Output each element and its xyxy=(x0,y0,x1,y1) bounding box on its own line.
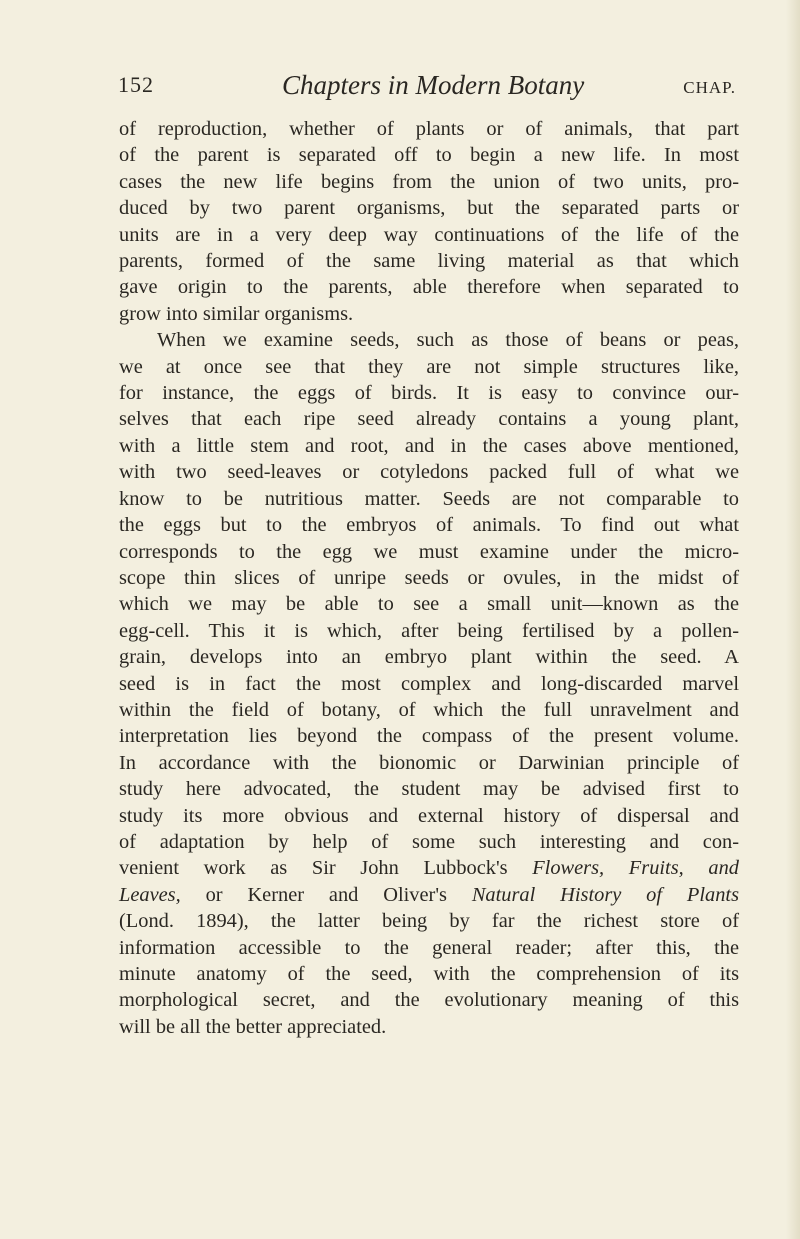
paragraph-2 xyxy=(119,327,739,1040)
text-line: the eggs but to the embryos of animals. To find out what xyxy=(119,514,739,537)
text-line: In accordance with the bionomic or Darwinian principle of xyxy=(119,751,739,774)
body-text xyxy=(119,116,739,1040)
text-line: cases the new life begins from the union of two units, pro- xyxy=(119,170,739,193)
paragraph-1 xyxy=(119,116,739,327)
text-line: know to be nutritious matter. Seeds are not comparable to xyxy=(119,487,739,510)
text-line: study its more obvious and external history of dispersal and xyxy=(119,804,739,827)
text-line: grow into similar organisms. xyxy=(119,302,354,325)
running-header xyxy=(118,70,738,110)
text-line: morphological secret, and the evolutionary meaning of this xyxy=(119,989,739,1012)
book-title: Natural History of Plants xyxy=(471,883,740,906)
text-line: selves that each ripe seed already contains a young plant, xyxy=(119,408,739,431)
text-line: (Lond. 1894), the latter being by far the richest store of xyxy=(119,910,739,933)
text-fragment: or Kerner and Oliver's xyxy=(180,883,472,906)
text-line: interpretation lies beyond the compass of the present volume. xyxy=(119,725,739,748)
text-line: will be all the better appreciated. xyxy=(119,1015,387,1038)
text-line: with two seed-leaves or cotyledons packed full of what we xyxy=(119,461,739,484)
text-line: parents, formed of the same living material as that which xyxy=(119,250,739,273)
text-line: scope thin slices of unripe seeds or ovules, in the midst of xyxy=(119,566,739,589)
text-line: study here advocated, the student may be advised first to xyxy=(119,778,739,801)
text-line: for instance, the eggs of birds. It is easy to convince our- xyxy=(119,382,739,405)
text-line: gave origin to the parents, able therefore when separated to xyxy=(119,276,739,299)
running-title: Chapters in Modern Botany xyxy=(282,70,585,100)
text-line: which we may be able to see a small unit—known as the xyxy=(119,593,739,616)
text-line: minute anatomy of the seed, with the comprehension of its xyxy=(119,963,739,985)
page-edge xyxy=(786,0,800,1239)
text-line: with a little stem and root, and in the cases above mentioned, xyxy=(119,434,739,457)
text-line: of adaptation by help of some such interesting and con- xyxy=(119,830,739,853)
text-line: of the parent is separated off to begin a new life. In most xyxy=(119,144,739,167)
text-line: we at once see that they are not simple structures like, xyxy=(119,355,739,378)
text-fragment: venient work as Sir John Lubbock's xyxy=(119,857,508,880)
chapter-label: CHAP. xyxy=(683,78,736,97)
text-line: grain, develops into an embryo plant within the seed. A xyxy=(119,646,739,669)
text-line: When we examine seeds, such as those of beans or peas, xyxy=(157,329,739,352)
text-line: duced by two parent organisms, but the separated parts or xyxy=(119,197,739,220)
page-number: 152 xyxy=(118,72,154,97)
text-line: egg-cell. This it is which, after being fertilised by a pollen- xyxy=(119,619,739,642)
text-line: corresponds to the egg we must examine under the micro- xyxy=(119,540,739,563)
book-title: Flowers, Fruits, and xyxy=(532,857,739,880)
book-title: Leaves, xyxy=(119,883,181,906)
text-line: information accessible to the general reader; after this, the xyxy=(119,936,739,959)
text-line: units are in a very deep way continuations of the life of the xyxy=(119,223,739,246)
text-line-with-titles xyxy=(119,882,739,908)
text-line-with-titles xyxy=(119,855,739,881)
text-line: seed is in fact the most complex and long-discarded marvel xyxy=(119,672,739,695)
text-line: within the field of botany, of which the full unravelment and xyxy=(119,698,739,721)
text-line: of reproduction, whether of plants or of animals, that part xyxy=(119,118,739,140)
